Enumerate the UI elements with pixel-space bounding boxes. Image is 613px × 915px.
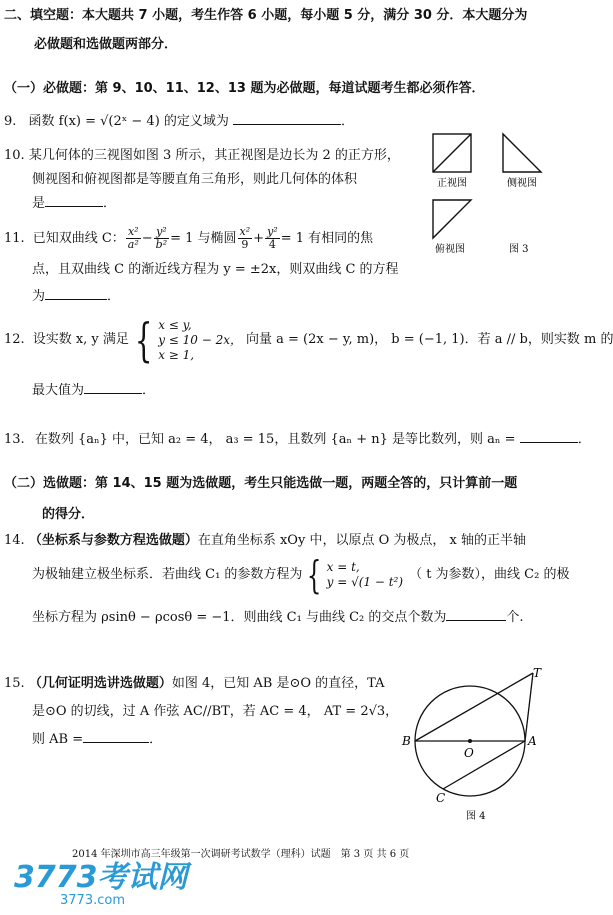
part2-title-line2: 的得分． bbox=[42, 507, 95, 522]
q15-line1: 如图 4，已知 AB 是⊙O 的直径，TA bbox=[171, 676, 385, 691]
q12-period: ． bbox=[142, 383, 156, 398]
top-view-triangle bbox=[433, 200, 471, 238]
q10-answer-blank[interactable] bbox=[45, 194, 103, 207]
part1-title: （一）必做题：第 9、10、11、12、13 题为必做题，每道试题考生都必须作答． bbox=[4, 81, 485, 96]
q10-line1: 某几何体的三视图如图 3 所示，其正视图是边长为 2 的正方形， bbox=[28, 148, 400, 163]
q10-number: 10. bbox=[4, 148, 25, 163]
q12-text-pre: 设实数 x, y 满足 bbox=[32, 332, 129, 348]
top-view-label: 俯视图 bbox=[435, 244, 465, 255]
q15-answer-blank[interactable] bbox=[83, 730, 149, 743]
q11-fraction-x2-9: $\frac{\text{x²}}{9}$ bbox=[239, 225, 251, 252]
left-brace-icon: { bbox=[134, 313, 153, 367]
q15-line3-prefix: 则 AB = bbox=[32, 732, 84, 748]
tangent-ta bbox=[525, 673, 533, 741]
q14-number: 14. bbox=[4, 533, 25, 548]
q12-text-mid: 向量 a = (2x − y, m)， b = (−1, 1)．若 a // b，则实数 m 的 bbox=[246, 332, 613, 348]
label-b: B bbox=[402, 734, 411, 748]
q15-line2: 是⊙O 的切线，过 A 作弦 AC//BT，若 AC = 4， AT = 2√3， bbox=[32, 703, 399, 719]
q9-period: ． bbox=[341, 114, 355, 129]
q11-period: ． bbox=[107, 288, 121, 304]
q11-fraction-y2-4: $\frac{\text{y²}}{4}$ bbox=[267, 225, 278, 252]
q14-param-x: x = t, bbox=[326, 559, 360, 574]
q12-line2-prefix: 最大值为 bbox=[32, 383, 85, 398]
q11-plus: + bbox=[253, 230, 265, 246]
q13-answer-blank[interactable] bbox=[520, 430, 578, 443]
watermark-url: 3773.com bbox=[60, 893, 125, 908]
q15-period: ． bbox=[149, 732, 163, 748]
q11-line2: 点，且双曲线 C 的渐近线方程为 y = ±2x，则双曲线 C 的方程 bbox=[32, 262, 399, 278]
q11-text-b: = 1 与椭圆 bbox=[170, 230, 237, 246]
side-view-label: 侧视图 bbox=[507, 178, 537, 189]
q12-answer-blank[interactable] bbox=[84, 381, 142, 394]
q11-answer-blank[interactable] bbox=[45, 287, 107, 300]
chord-ac bbox=[443, 741, 525, 789]
question-11 bbox=[4, 226, 424, 305]
q15-tag: （几何证明选讲选做题） bbox=[28, 676, 172, 691]
figure-3-caption: 图 3 bbox=[509, 244, 529, 255]
q14-line2-prefix: 为极轴建立极坐标系．若曲线 C₁ 的参数方程为 bbox=[32, 566, 303, 582]
label-o: O bbox=[464, 746, 474, 760]
label-a: A bbox=[528, 734, 537, 748]
q14-param-y: y = √(1 − t²) bbox=[326, 574, 404, 589]
page-footer: 2014 年深圳市高三年级第一次调研考试数学（理科）试题 第 3 页 共 6 页 bbox=[72, 849, 410, 860]
q12-constraint-1: x ≤ y, bbox=[158, 317, 192, 332]
front-view-square bbox=[433, 134, 471, 172]
part2-title-line1: （二）选做题：第 14、15 题为选做题，考生只能选做一题，两题全答的，只计算前一题 bbox=[4, 476, 518, 491]
q14-line3-prefix: 坐标方程为 ρsinθ − ρcosθ = −1．则曲线 C₁ 与曲线 C₂ 的交点个数为 bbox=[32, 609, 447, 625]
question-10 bbox=[4, 147, 424, 213]
q13-text: 在数列 {aₙ} 中，已知 a₂ = 4， a₃ = 15，且数列 {aₙ + n} 是等比数列，则 aₙ = bbox=[34, 432, 516, 447]
figure-4-circle bbox=[398, 665, 554, 825]
q13-period: ． bbox=[577, 432, 591, 447]
front-view-label: 正视图 bbox=[437, 178, 467, 189]
q11-minus: − bbox=[141, 230, 153, 246]
q11-text-a: 已知双曲线 C： bbox=[32, 230, 125, 246]
question-13 bbox=[4, 430, 591, 449]
label-c: C bbox=[436, 791, 446, 805]
q12-number: 12. bbox=[4, 332, 25, 348]
q12-constraint-2: y ≤ 10 − 2x， bbox=[158, 332, 243, 347]
q15-number: 15. bbox=[4, 676, 25, 691]
q14-unit: 个. bbox=[506, 609, 524, 625]
center-point bbox=[468, 739, 472, 743]
q9-text: 函数 f(x) = √(2ˣ − 4) 的定义域为 bbox=[28, 114, 229, 129]
q11-line3-prefix: 为 bbox=[32, 288, 46, 304]
q12-constraint-system bbox=[129, 313, 243, 367]
left-brace-icon: { bbox=[307, 552, 322, 597]
question-12 bbox=[4, 313, 613, 400]
q14-line1: 在直角坐标系 xOy 中，以原点 O 为极点， x 轴的正半轴 bbox=[197, 533, 526, 548]
q14-parametric-system bbox=[302, 552, 404, 597]
q11-number: 11. bbox=[4, 230, 25, 246]
q10-period: ． bbox=[103, 196, 117, 212]
side-view-triangle bbox=[503, 134, 541, 172]
question-14 bbox=[4, 532, 570, 626]
q11-text-c: = 1 有相同的焦 bbox=[280, 230, 374, 246]
label-t: T bbox=[533, 666, 542, 680]
q10-line3-prefix: 是 bbox=[32, 196, 46, 212]
figure-4-caption: 图 4 bbox=[466, 811, 486, 822]
q11-fraction-y2-b2: $\frac{\text{y²}}{\text{b²}}$ bbox=[155, 225, 168, 252]
q10-line2: 侧视图和俯视图都是等腰直角三角形，则此几何体的体积 bbox=[32, 171, 358, 187]
q14-answer-blank[interactable] bbox=[446, 608, 506, 621]
section-title-line1: 二、填空题：本大题共 7 小题，考生作答 6 小题，每小题 5 分，满分 30 分．本大题分为 bbox=[4, 8, 528, 23]
question-15 bbox=[4, 675, 404, 749]
q14-tag: （坐标系与参数方程选做题） bbox=[28, 533, 198, 548]
q9-number: 9. bbox=[4, 114, 17, 129]
section-title-line2: 必做题和选做题两部分． bbox=[34, 37, 178, 52]
q13-number: 13. bbox=[4, 432, 25, 447]
q9-answer-blank[interactable] bbox=[233, 112, 341, 125]
q12-constraint-3: x ≥ 1, bbox=[158, 347, 195, 362]
question-9 bbox=[4, 112, 354, 131]
q11-fraction-x2-a2: $\frac{\text{x²}}{\text{a²}}$ bbox=[127, 225, 139, 252]
q14-line2-suffix: （ t 为参数），曲线 C₂ 的极 bbox=[409, 566, 570, 582]
watermark-logo: 3773考试网 bbox=[14, 860, 188, 895]
figure-3-three-views bbox=[425, 128, 550, 258]
segment-bt bbox=[415, 673, 533, 741]
